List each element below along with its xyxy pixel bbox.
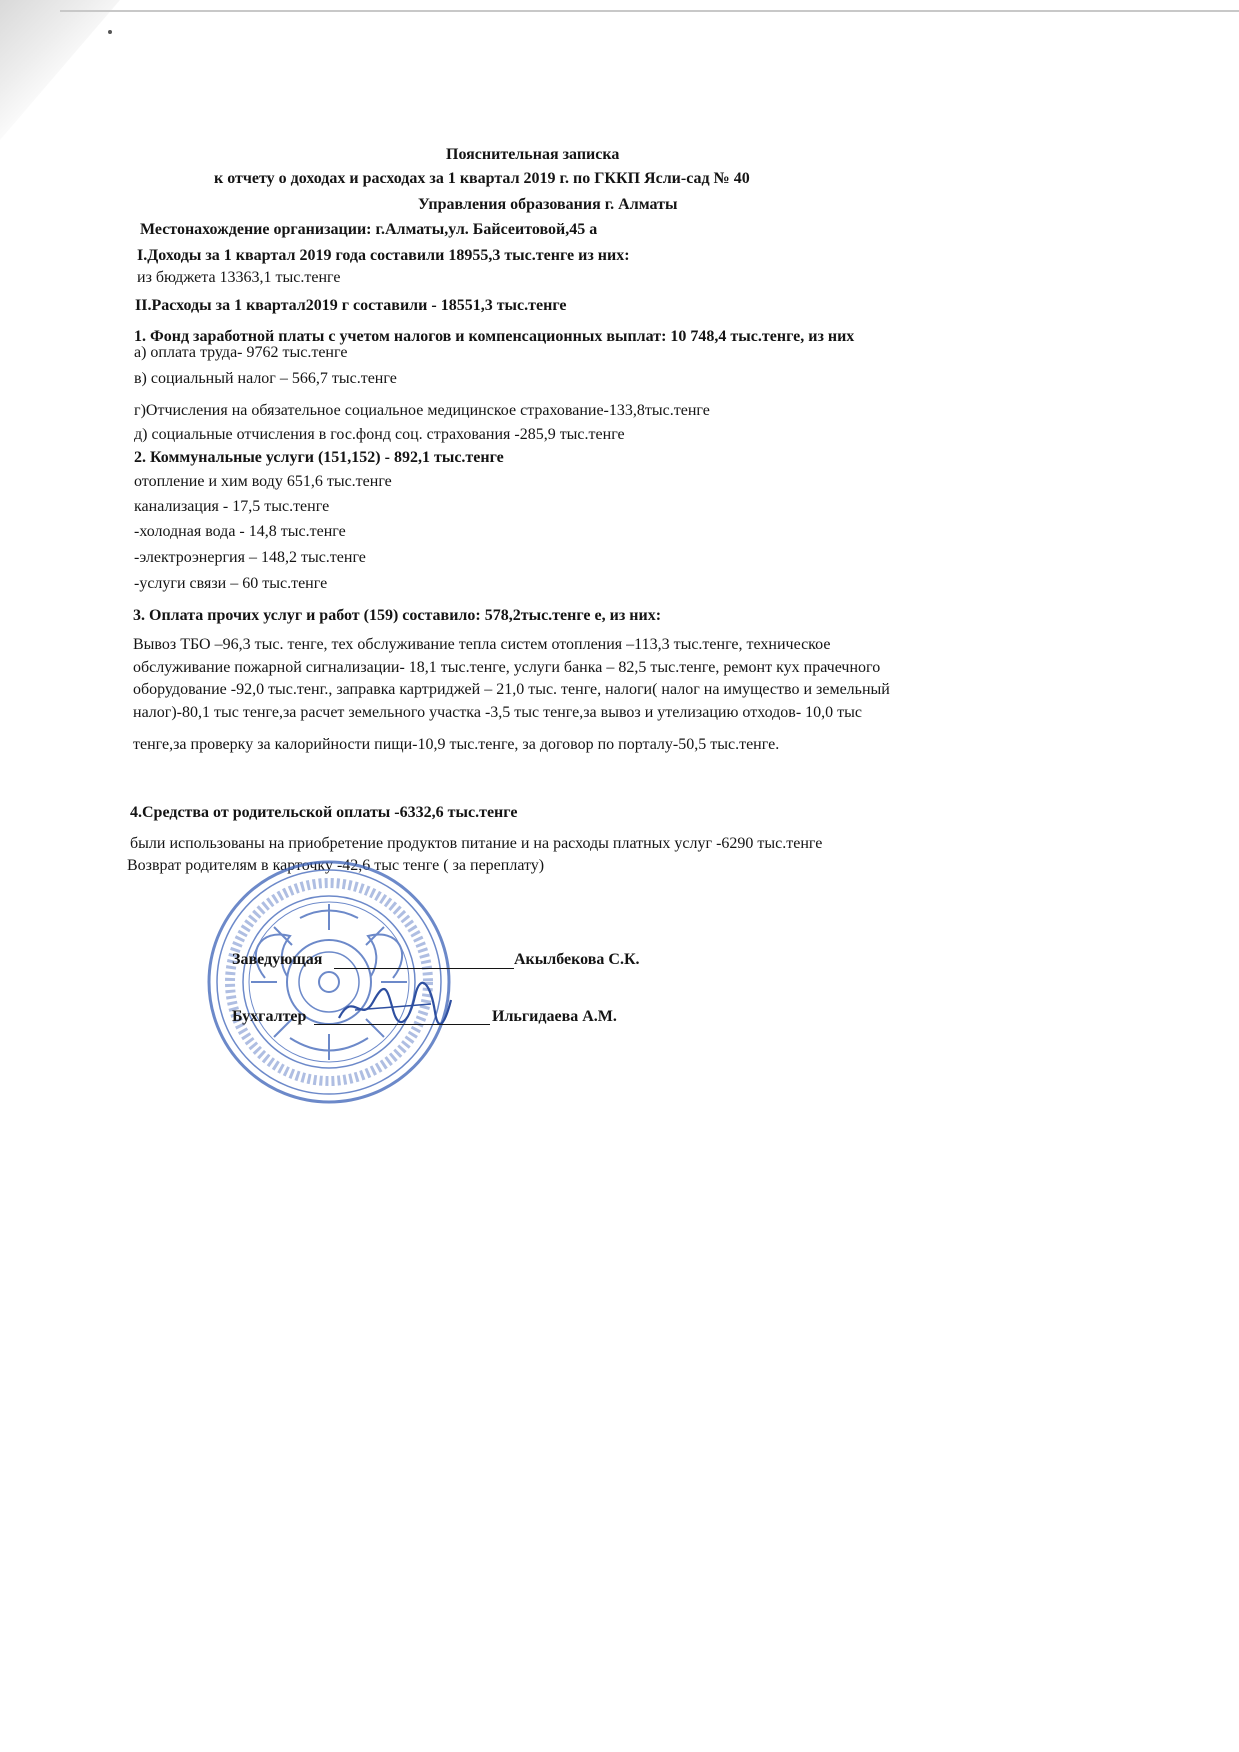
services-line: оборудование -92,0 тыс.тенг., заправка картриджей – 21,0 тыс. тенге, налоги( налог на имущество и земельный	[133, 681, 890, 698]
signature-role-accountant: Бухгалтер	[232, 1008, 307, 1025]
page-fold	[0, 0, 120, 140]
doc-subtitle-2: Управления образования г. Алматы	[418, 196, 678, 213]
utilities-item: -холодная вода - 14,8 тыс.тенге	[134, 523, 346, 540]
scan-edge	[60, 10, 1239, 12]
utilities-heading: 2. Коммунальные услуги (151,152) - 892,1 тыс.тенге	[134, 449, 504, 466]
signature-name-accountant: Ильгидаева А.М.	[492, 1008, 617, 1025]
utilities-item: -электроэнергия – 148,2 тыс.тенге	[134, 549, 366, 566]
parents-line: Возврат родителям в карточку -42,6 тыс тенге ( за переплату)	[127, 857, 545, 874]
payroll-heading: 1. Фонд заработной платы с учетом налогов и компенсационных выплат: 10 748,4 тыс.тенге, из них	[134, 328, 855, 345]
doc-subtitle-1: к отчету о доходах и расходах за 1 квартал 2019 г. по ГККП Ясли-сад № 40	[214, 170, 750, 187]
signature-line-head	[334, 968, 514, 969]
doc-title: Пояснительная записка	[446, 146, 620, 163]
services-line: обслуживание пожарной сигнализации- 18,1 тыс.тенге, услуги банка – 82,5 тыс.тенге, ремонт кух прачечного	[133, 659, 881, 676]
payroll-item: а) оплата труда- 9762 тыс.тенге	[134, 344, 348, 361]
services-line: Вывоз ТБО –96,3 тыс. тенге, тех обслуживание тепла систем отопления –113,3 тыс.тенге, техническое	[133, 636, 831, 653]
services-line: налог)-80,1 тыс тенге,за расчет земельного участка -3,5 тыс тенге,за вывоз и утелизацию отходов- 10,0 тыс	[133, 704, 862, 721]
parents-line: были использованы на приобретение продуктов питание и на расходы платных услуг -6290 тыс.тенге	[130, 835, 823, 852]
signature-name-head: Акылбекова С.К.	[514, 951, 640, 968]
payroll-item: в) социальный налог – 566,7 тыс.тенге	[134, 370, 397, 387]
parents-heading: 4.Средства от родительской оплаты -6332,6 тыс.тенге	[130, 804, 518, 821]
utilities-item: отопление и хим воду 651,6 тыс.тенге	[134, 473, 392, 490]
utilities-item: -услуги связи – 60 тыс.тенге	[134, 575, 328, 592]
location-line: Местонахождение организации: г.Алматы,ул. Байсеитовой,45 а	[140, 221, 598, 238]
payroll-item: г)Отчисления на обязательное социальное медицинское страхование-133,8тыс.тенге	[134, 402, 710, 419]
payroll-item: д) социальные отчисления в гос.фонд соц. страхования -285,9 тыс.тенге	[134, 426, 625, 443]
signature-line-accountant	[314, 1024, 490, 1025]
utilities-item: канализация - 17,5 тыс.тенге	[134, 498, 330, 515]
income-budget: из бюджета 13363,1 тыс.тенге	[137, 269, 341, 286]
services-line: тенге,за проверку за калорийности пищи-10,9 тыс.тенге, за договор по порталу-50,5 тыс.тенге.	[133, 736, 780, 753]
services-heading: 3. Оплата прочих услуг и работ (159) составило: 578,2тыс.тенге е, из них:	[133, 607, 662, 624]
income-heading: I.Доходы за 1 квартал 2019 года составили 18955,3 тыс.тенге из них:	[137, 247, 630, 264]
expenses-heading: II.Расходы за 1 квартал2019 г составили - 18551,3 тыс.тенге	[135, 297, 567, 314]
handwritten-signature	[335, 980, 455, 1030]
scan-speck	[108, 30, 112, 34]
signature-role-head: Заведующая	[232, 951, 323, 968]
